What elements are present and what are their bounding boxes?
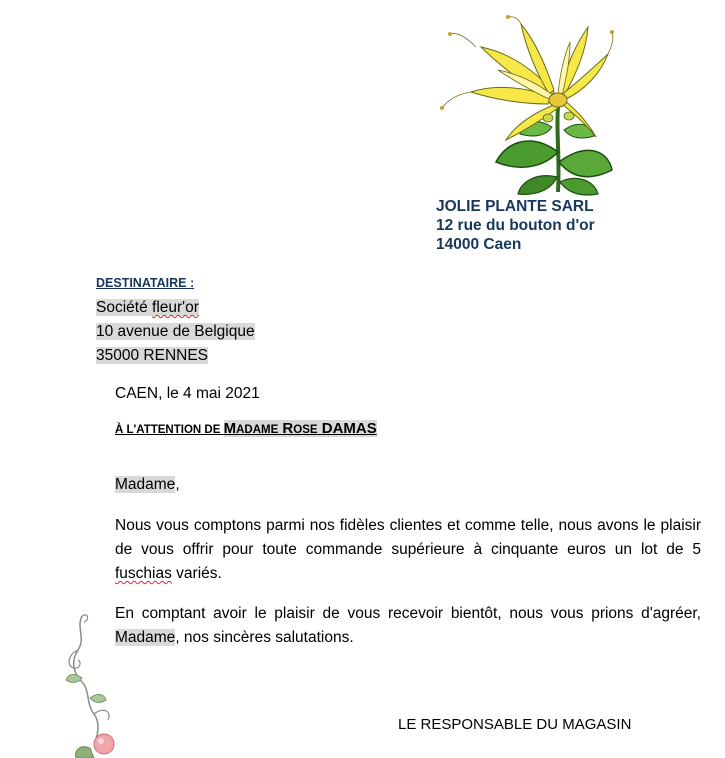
salutation-name: Madame [115,476,176,493]
attention-r-rest: OSE [293,424,318,436]
attention-line [115,420,377,437]
salutation-punct: , [175,476,180,493]
recipient-name-prefix: Société [96,299,153,316]
date-place: CAEN [115,385,159,402]
recipient-label: DESTINATAIRE : [96,276,195,290]
recipient-address [96,296,255,368]
company-address [436,197,595,254]
vine-decoration-icon [60,608,120,758]
date-line [115,385,260,403]
closing-name: Madame [115,629,176,646]
recipient-name [96,296,255,320]
flower-logo-icon [436,12,616,197]
recipient-street: 10 avenue de Belgique [96,323,255,340]
date-rest: , le 4 mai 2021 [158,385,260,402]
spelling-flag-word: fuschias [115,565,172,582]
attention-r-initial: R [282,420,294,437]
salutation [115,476,180,494]
body-paragraph-1: Nous vous comptons parmi nos fidèles clientes et comme telle, nous avons le plaisir de vous offrir pour toute commande supérieure à cinquante euros un lot de 5 fuschias variés. [115,517,701,582]
attention-surname: DAMAS [321,420,377,437]
body-paragraph-2: En comptant avoir le plaisir de vous recevoir bientôt, nous vous prions d'agréer, Madame, nos sincères salutations. [115,605,701,646]
recipient-name-word: fleur'or [152,299,199,316]
attention-m-initial: M [223,420,237,437]
company-name: JOLIE PLANTE SARL [436,198,594,215]
company-city: 14000 Caen [436,236,522,253]
attention-m-rest: ADAME [236,424,279,436]
attention-prefix: À L'ATTENTION DE [115,424,224,436]
recipient-city: 35000 RENNES [96,347,209,364]
company-street: 12 rue du bouton d'or [436,217,595,234]
signature: LE RESPONSABLE DU MAGASIN [398,716,632,733]
